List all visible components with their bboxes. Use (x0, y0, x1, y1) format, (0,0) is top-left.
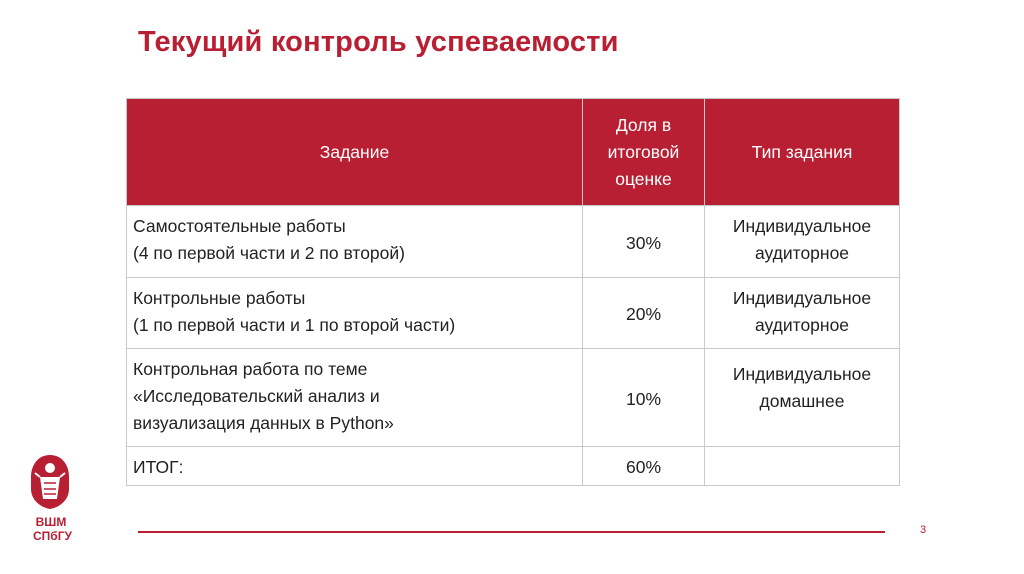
logo-line: ВШМ (35, 515, 67, 529)
type-cell: Индивидуальное домашнее (705, 349, 900, 447)
task-cell (127, 349, 583, 447)
type-cell: Индивидуальное аудиторное (705, 206, 900, 278)
task-cell (127, 278, 583, 349)
table-row (127, 278, 900, 349)
page-number: 3 (920, 524, 927, 536)
task-line: Самостоятельные работы (133, 216, 346, 236)
table-header-row (127, 99, 900, 206)
task-line: Контрольная работа по теме (133, 359, 368, 379)
type-cell: Индивидуальное аудиторное (705, 278, 900, 349)
logo-wordmark (33, 515, 72, 543)
task-line: «Исследовательский анализ и (133, 386, 380, 406)
table-row (127, 349, 900, 447)
task-line: (4 по первой части и 2 по второй) (133, 243, 405, 263)
total-label-cell: ИТОГ: (127, 447, 583, 486)
logo-line: СПбГУ (33, 529, 72, 543)
grading-table (126, 98, 900, 486)
university-crest-icon (26, 453, 74, 511)
table-row (127, 206, 900, 278)
task-line: Контрольные работы (133, 288, 306, 308)
total-share-cell: 60% (583, 447, 705, 486)
header-task: Задание (127, 99, 583, 206)
header-share: Доля в итоговой оценке (583, 99, 705, 206)
table-row-total (127, 447, 900, 486)
share-cell: 10% (583, 349, 705, 447)
share-cell: 20% (583, 278, 705, 349)
task-cell (127, 206, 583, 278)
share-cell: 30% (583, 206, 705, 278)
header-type: Тип задания (705, 99, 900, 206)
footer-divider (138, 531, 885, 533)
page-title: Текущий контроль успеваемости (138, 26, 619, 58)
total-type-cell (705, 447, 900, 486)
task-line: визуализация данных в Python» (133, 413, 394, 433)
task-line: (1 по первой части и 1 по второй части) (133, 315, 456, 335)
